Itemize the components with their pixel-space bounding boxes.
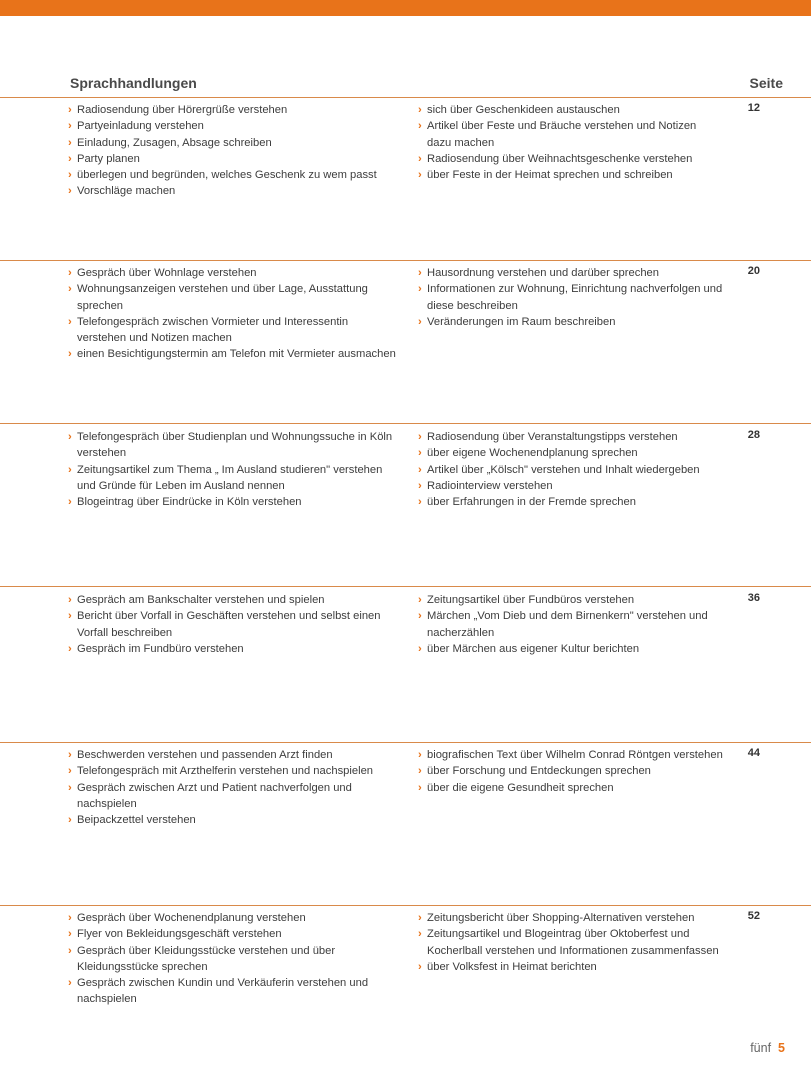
chevron-right-icon: › bbox=[68, 348, 72, 361]
list-item: › Telefongespräch mit Arzthelferin verstehen und nachspielen bbox=[68, 763, 398, 779]
list-item: › Gespräch zwischen Arzt und Patient nachverfolgen und nachspielen bbox=[68, 781, 352, 810]
chevron-right-icon: › bbox=[418, 479, 422, 492]
right-column bbox=[418, 747, 723, 796]
list-item: › über Märchen aus eigener Kultur berichten bbox=[418, 641, 723, 657]
chevron-right-icon: › bbox=[68, 642, 72, 655]
page-number: 52 bbox=[747, 910, 760, 922]
table-header bbox=[70, 75, 783, 93]
chevron-right-icon: › bbox=[418, 267, 422, 279]
chevron-right-icon: › bbox=[418, 765, 422, 778]
page-number: 36 bbox=[747, 592, 760, 604]
chevron-right-icon: › bbox=[418, 169, 422, 182]
chevron-right-icon: › bbox=[68, 928, 72, 941]
list-item: › Gespräch über Wochenendplanung verstehen bbox=[68, 910, 398, 926]
list-item: › biografischen Text über Wilhelm Conrad Röntgen verstehen bbox=[418, 747, 723, 763]
left-column bbox=[68, 265, 398, 363]
list-item: › Märchen „Vom Dieb und dem Birnenkern" verstehen und nacherzählen bbox=[418, 610, 708, 639]
list-item: › Artikel über „Kölsch" verstehen und Inhalt wiedergeben bbox=[418, 462, 723, 478]
top-accent-bar bbox=[0, 0, 811, 16]
list-item: › Zeitungsartikel zum Thema „ Im Ausland studieren" verstehen und Gründe für Leben im Ausland nennen bbox=[68, 463, 383, 492]
chevron-right-icon: › bbox=[68, 267, 72, 279]
chevron-right-icon: › bbox=[68, 749, 72, 761]
chevron-right-icon: › bbox=[418, 152, 422, 165]
chevron-right-icon: › bbox=[418, 104, 422, 116]
chevron-right-icon: › bbox=[418, 120, 422, 133]
list-item: › Zeitungsartikel über Fundbüros verstehen bbox=[418, 592, 723, 608]
list-item: › Bericht über Vorfall in Geschäften verstehen und selbst einen Vorfall beschreiben bbox=[68, 610, 381, 639]
right-column bbox=[418, 265, 723, 330]
page-number: 20 bbox=[747, 265, 760, 277]
list-item: › Gespräch am Bankschalter verstehen und spielen bbox=[68, 592, 398, 608]
list-item: › über eigene Wochenendplanung sprechen bbox=[418, 445, 723, 461]
chevron-right-icon: › bbox=[418, 283, 422, 296]
chevron-right-icon: › bbox=[68, 912, 72, 924]
list-item: › Gespräch im Fundbüro verstehen bbox=[68, 641, 398, 657]
list-item: › Radiosendung über Hörergrüße verstehen bbox=[68, 102, 398, 118]
list-item: › Zeitungsbericht über Shopping-Alternativen verstehen bbox=[418, 910, 723, 926]
chevron-right-icon: › bbox=[68, 120, 72, 133]
list-item: › Radiointerview verstehen bbox=[418, 478, 723, 494]
list-item: › Radiosendung über Weihnachtsgeschenke verstehen bbox=[418, 151, 723, 167]
page-number: 44 bbox=[747, 747, 760, 759]
footer-page-word: fünf bbox=[750, 1041, 772, 1055]
chevron-right-icon: › bbox=[418, 960, 422, 973]
list-item: › Gespräch zwischen Kundin und Verkäuferin verstehen und nachspielen bbox=[68, 977, 369, 1006]
left-column bbox=[68, 910, 398, 1008]
list-item: › über Forschung und Entdeckungen sprechen bbox=[418, 763, 723, 779]
list-item: › Telefongespräch zwischen Vormieter und Interessentin verstehen und Notizen machen bbox=[68, 315, 349, 345]
list-item: › Informationen zur Wohnung, Einrichtung nachverfolgen und diese beschreiben bbox=[418, 283, 723, 312]
chevron-right-icon: › bbox=[68, 315, 72, 328]
column-heading-seite: Seite bbox=[749, 75, 783, 91]
chevron-right-icon: › bbox=[418, 496, 422, 509]
chevron-right-icon: › bbox=[418, 912, 422, 924]
list-item: › Party planen bbox=[68, 151, 398, 167]
chevron-right-icon: › bbox=[68, 977, 72, 990]
list-item: › über die eigene Gesundheit sprechen bbox=[418, 780, 723, 796]
list-item: › Einladung, Zusagen, Absage schreiben bbox=[68, 135, 398, 151]
section-divider bbox=[0, 423, 811, 424]
chevron-right-icon: › bbox=[68, 283, 72, 296]
section-divider bbox=[0, 586, 811, 587]
chevron-right-icon: › bbox=[68, 169, 72, 182]
list-item: › Veränderungen im Raum beschreiben bbox=[418, 314, 723, 330]
list-item: › über Feste in der Heimat sprechen und schreiben bbox=[418, 167, 723, 183]
list-item: › Beschwerden verstehen und passenden Arzt finden bbox=[68, 747, 398, 763]
list-item: › Blogeintrag über Eindrücke in Köln verstehen bbox=[68, 494, 398, 510]
list-item: › überlegen und begründen, welches Geschenk zu wem passt bbox=[68, 167, 398, 183]
list-item: › Hausordnung verstehen und darüber sprechen bbox=[418, 265, 723, 281]
right-column bbox=[418, 592, 723, 657]
chevron-right-icon: › bbox=[68, 781, 72, 794]
header-divider bbox=[0, 97, 811, 98]
chevron-right-icon: › bbox=[68, 944, 72, 957]
list-item: › Gespräch über Kleidungsstücke verstehen und über Kleidungsstücke sprechen bbox=[68, 944, 336, 973]
chevron-right-icon: › bbox=[68, 185, 72, 198]
chevron-right-icon: › bbox=[68, 104, 72, 116]
list-item: › Artikel über Feste und Bräuche verstehen und Notizen dazu machen bbox=[418, 120, 697, 149]
list-item: › Zeitungsartikel und Blogeintrag über Oktoberfest und Kocherlball verstehen und Informationen zusammenfassen bbox=[418, 928, 719, 957]
list-item: › Radiosendung über Veranstaltungstipps verstehen bbox=[418, 429, 723, 445]
chevron-right-icon: › bbox=[418, 781, 422, 794]
chevron-right-icon: › bbox=[68, 610, 72, 623]
chevron-right-icon: › bbox=[418, 447, 422, 460]
list-item: › über Volksfest in Heimat berichten bbox=[418, 959, 723, 975]
list-item: › über Erfahrungen in der Fremde sprechen bbox=[418, 494, 723, 510]
right-column bbox=[418, 429, 723, 510]
chevron-right-icon: › bbox=[418, 642, 422, 655]
section-divider bbox=[0, 260, 811, 261]
chevron-right-icon: › bbox=[68, 136, 72, 149]
right-column bbox=[418, 910, 723, 975]
chevron-right-icon: › bbox=[68, 765, 72, 778]
column-heading-sprachhandlungen: Sprachhandlungen bbox=[70, 75, 197, 91]
left-column bbox=[68, 102, 398, 200]
chevron-right-icon: › bbox=[418, 463, 422, 476]
chevron-right-icon: › bbox=[68, 594, 72, 606]
left-column bbox=[68, 429, 398, 510]
chevron-right-icon: › bbox=[68, 814, 72, 827]
chevron-right-icon: › bbox=[418, 928, 422, 941]
list-item: › sich über Geschenkideen austauschen bbox=[418, 102, 723, 118]
left-column bbox=[68, 747, 398, 828]
list-item: › Beipackzettel verstehen bbox=[68, 812, 398, 828]
list-item: › Flyer von Bekleidungsgeschäft verstehen bbox=[68, 926, 398, 942]
section-divider bbox=[0, 905, 811, 906]
list-item: › Partyeinladung verstehen bbox=[68, 118, 398, 134]
chevron-right-icon: › bbox=[68, 152, 72, 165]
list-item: › Wohnungsanzeigen verstehen und über Lage, Ausstattung sprechen bbox=[68, 283, 368, 312]
list-item: › Telefongespräch über Studienplan und Wohnungssuche in Köln verstehen bbox=[68, 431, 393, 460]
section-divider bbox=[0, 742, 811, 743]
chevron-right-icon: › bbox=[68, 431, 72, 443]
chevron-right-icon: › bbox=[418, 610, 422, 623]
right-column bbox=[418, 102, 723, 183]
page-footer bbox=[750, 1041, 785, 1055]
page-number: 28 bbox=[747, 429, 760, 441]
footer-page-number: 5 bbox=[778, 1041, 785, 1055]
chevron-right-icon: › bbox=[418, 749, 422, 761]
list-item: › einen Besichtigungstermin am Telefon mit Vermieter ausmachen bbox=[68, 346, 398, 362]
chevron-right-icon: › bbox=[418, 431, 422, 443]
list-item: › Vorschläge machen bbox=[68, 183, 398, 199]
chevron-right-icon: › bbox=[68, 496, 72, 509]
left-column bbox=[68, 592, 398, 657]
list-item: › Gespräch über Wohnlage verstehen bbox=[68, 265, 398, 281]
chevron-right-icon: › bbox=[68, 463, 72, 476]
chevron-right-icon: › bbox=[418, 315, 422, 328]
page-number: 12 bbox=[747, 102, 760, 114]
chevron-right-icon: › bbox=[418, 594, 422, 606]
